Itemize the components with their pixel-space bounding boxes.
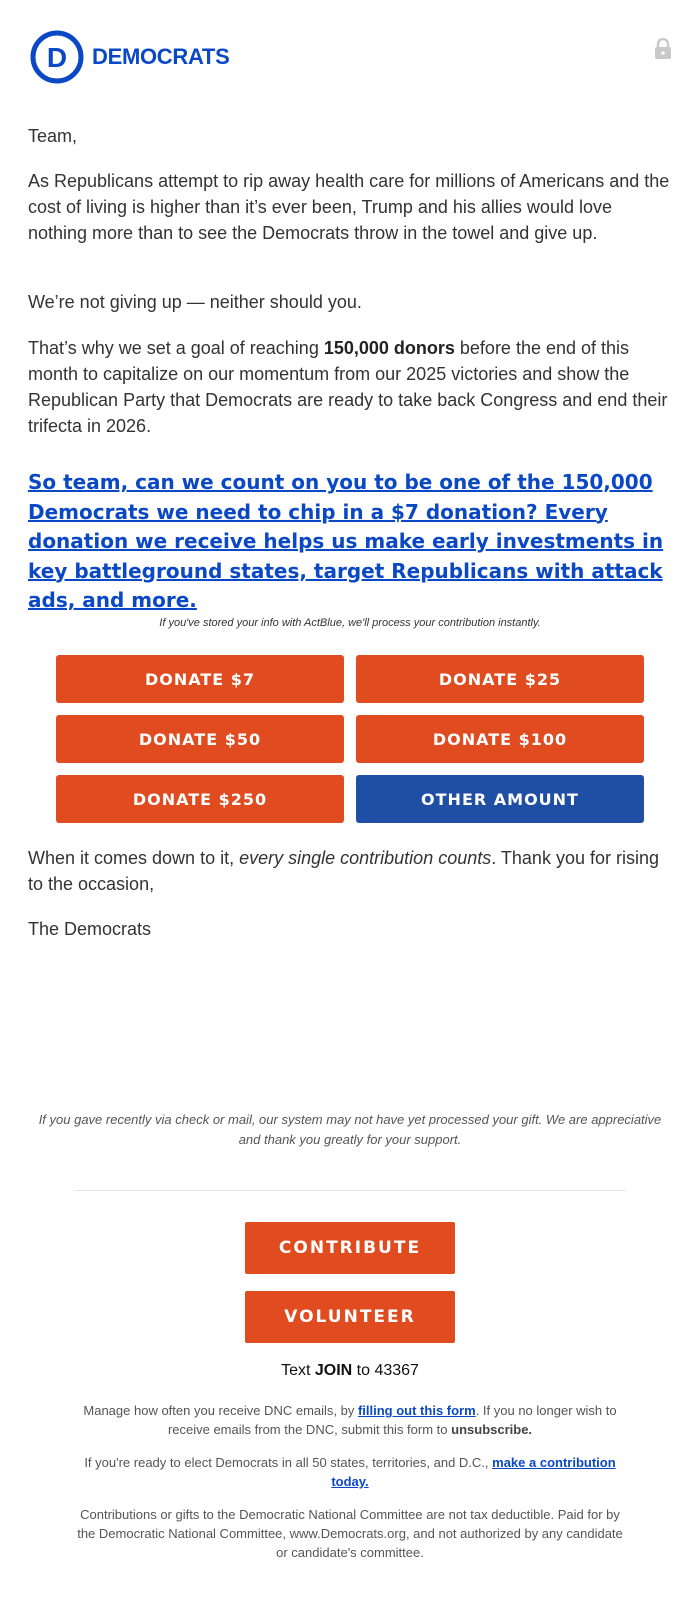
paragraph-1-text: As Republicans attempt to rip away health care for millions of Americans and the cost of living is higher than it’s ever been, Trump and his allies would love nothing more than to see the Democrats throw in the towel and give up. bbox=[28, 171, 670, 243]
paragraph-2-text: We’re not giving up — neither should you. bbox=[28, 292, 362, 312]
lock-icon bbox=[654, 38, 672, 60]
paragraph-2 bbox=[28, 289, 670, 315]
closing-post: . Thank you for rising to the occasion, bbox=[28, 848, 659, 894]
donate-25-button[interactable]: DONATE $25 bbox=[356, 655, 644, 703]
footer-divider bbox=[74, 1190, 626, 1191]
svg-text:D: D bbox=[46, 42, 68, 73]
legal-disclaimer: Contributions or gifts to the Democratic National Committee are not tax deductible. Paid for by the Democratic National Committee, www.Democrats.org, and not authorized by any candidate or candidate's committee. bbox=[77, 1507, 623, 1560]
closing-emphasis: every single contribution counts bbox=[239, 848, 492, 868]
manage-form-link[interactable]: filling out this form bbox=[357, 1403, 476, 1418]
donate-7-button[interactable]: DONATE $7 bbox=[56, 655, 344, 703]
greeting-text: Team, bbox=[28, 126, 78, 146]
manage-pre: Manage how often you receive DNC emails, by bbox=[83, 1403, 358, 1418]
make-contribution-link[interactable]: make a contribution today. bbox=[331, 1455, 616, 1489]
donate-100-button[interactable]: DONATE $100 bbox=[356, 715, 644, 763]
paragraph-3 bbox=[28, 335, 670, 439]
manage-mid: . If you no longer wish to receive emails from the DNC, submit this form to bbox=[167, 1403, 617, 1437]
text-join-line bbox=[0, 1362, 700, 1380]
text-join-post: to 43367 bbox=[352, 1362, 419, 1379]
donation-ask-link[interactable]: So team, can we count on you to be one of the 150,000 Democrats we need to chip in a $7 donation? Every donation we receive helps us make early investments in key battleground states, target Republicans with attack ads, and more. bbox=[28, 470, 664, 612]
email-header bbox=[0, 0, 700, 110]
contribute-button[interactable]: CONTRIBUTE bbox=[245, 1222, 455, 1274]
closing-pre: When it comes down to it, bbox=[28, 848, 240, 868]
closing-text bbox=[28, 845, 670, 897]
unsubscribe-link[interactable]: unsubscribe. bbox=[451, 1422, 533, 1437]
paragraph-1 bbox=[28, 168, 670, 246]
elect-democrats-text bbox=[70, 1453, 630, 1491]
text-join-keyword: JOIN bbox=[314, 1362, 353, 1379]
manage-emails-text bbox=[70, 1401, 630, 1439]
paragraph-3-pre: That’s why we set a goal of reaching bbox=[28, 338, 324, 358]
closing-paragraph bbox=[28, 845, 670, 897]
signoff-text: The Democrats bbox=[28, 919, 152, 939]
democrats-logo[interactable] bbox=[30, 30, 229, 84]
volunteer-button[interactable]: VOLUNTEER bbox=[245, 1291, 455, 1343]
greeting bbox=[28, 123, 670, 149]
donate-50-button[interactable]: DONATE $50 bbox=[56, 715, 344, 763]
logo-wordmark: DEMOCRATS bbox=[92, 44, 230, 69]
democrats-d-logo-icon bbox=[30, 30, 84, 84]
donor-goal: 150,000 donors bbox=[323, 338, 455, 358]
actblue-note: If you've stored your info with ActBlue, we'll process your contribution instantly. bbox=[159, 617, 541, 629]
other-amount-button[interactable]: OTHER AMOUNT bbox=[356, 775, 644, 823]
gift-processing-note: If you gave recently via check or mail, our system may not have yet processed your gift. We are appreciative and thank you greatly for your support. bbox=[38, 1112, 662, 1147]
text-join-pre: Text bbox=[281, 1362, 315, 1379]
paragraph-3-post: before the end of this month to capitalize on our momentum from our 2025 victories and show the Republican Party that Democrats are ready to take back Congress and end their trifecta in 2026. bbox=[28, 338, 668, 436]
paragraph-3-text bbox=[28, 335, 670, 439]
signoff bbox=[28, 916, 670, 942]
elect-pre: If you're ready to elect Democrats in all 50 states, territories, and D.C., bbox=[84, 1455, 493, 1470]
donate-250-button[interactable]: DONATE $250 bbox=[56, 775, 344, 823]
